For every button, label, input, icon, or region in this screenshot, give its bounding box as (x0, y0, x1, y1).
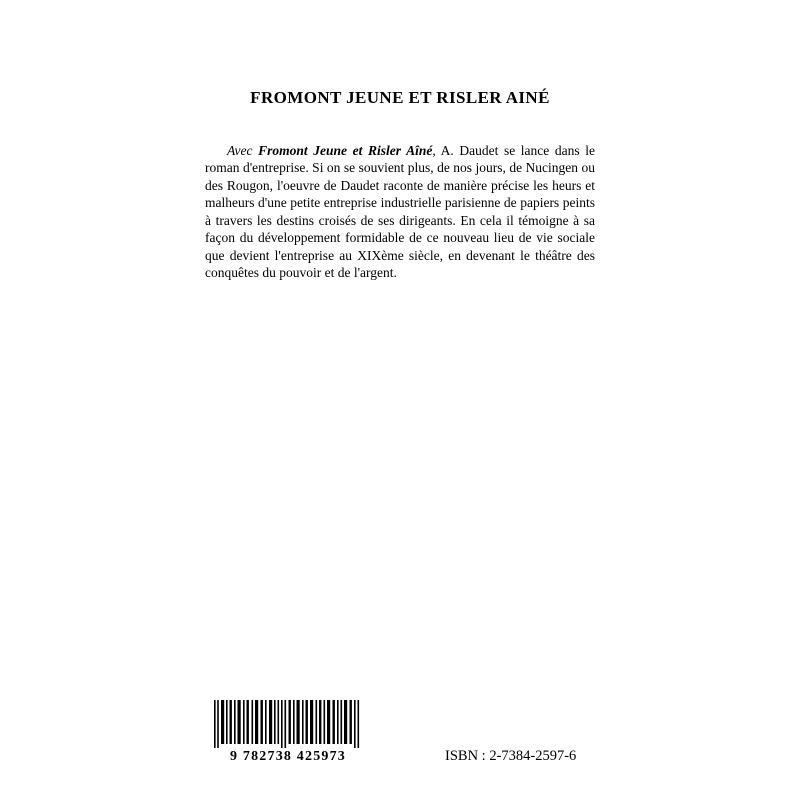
blurb-paragraph (205, 142, 595, 282)
page-title: FROMONT JEUNE ET RISLER AINÉ (250, 88, 550, 107)
blurb-body: , A. Daudet se lance dans le roman d'entreprise. Si on se souvient plus, de nos jours, de Nucingen ou des Rougon, l'oeuvre de Daudet raconte de manière précise les heurs et malheurs d'une petite entreprise industrielle parisienne de papiers peints à travers les destins croisés de ses dirigeants. En cela il témoigne à sa façon du développement formidable de ce nouveau lieu de vie sociale que devient l'entreprise au XIXème siècle, en devenant le théâtre des conquêtes du pouvoir et de l'argent. (205, 142, 596, 280)
barcode-area (212, 700, 364, 765)
blurb-work-title: Fromont Jeune et Risler Aîné (258, 142, 433, 158)
isbn-text: ISBN : 2-7384-2597-6 (445, 748, 577, 764)
barcode-image (212, 700, 364, 748)
barcode-digits: 9 782738 425973 (230, 749, 346, 764)
blurb-lead: Avec (227, 142, 259, 158)
